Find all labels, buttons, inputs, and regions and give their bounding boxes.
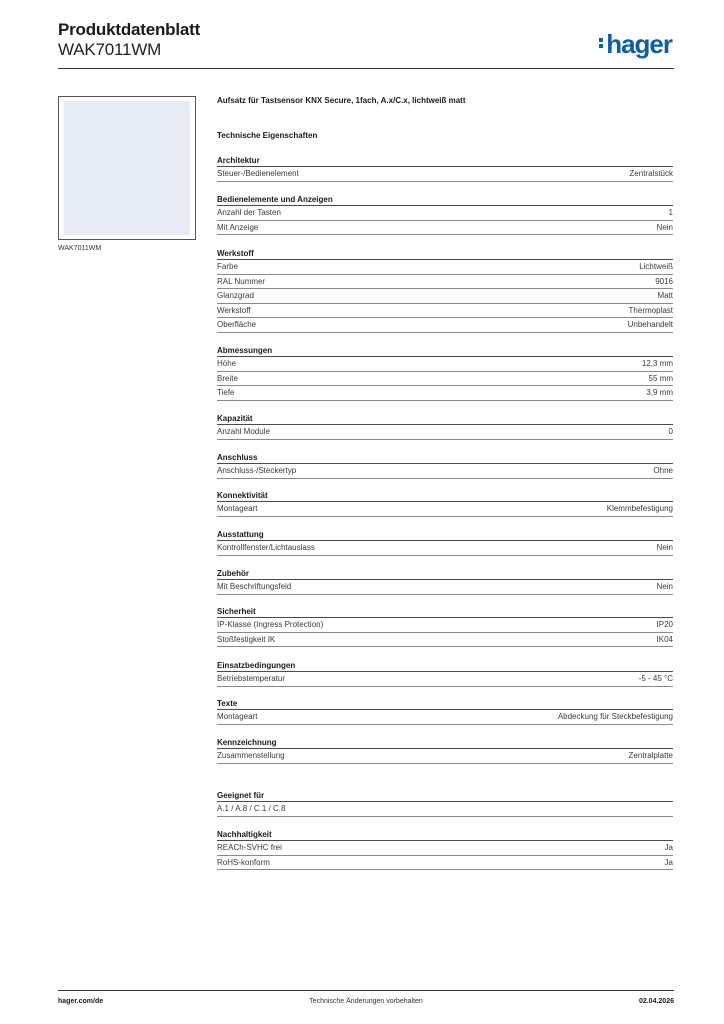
spec-row: [217, 841, 673, 856]
spec-row: [217, 672, 673, 687]
spec-section-title: Ausstattung: [217, 528, 673, 541]
spec-row: [217, 289, 673, 304]
spec-section: [217, 736, 673, 764]
spec-section-title: Werkstoff: [217, 247, 673, 260]
spec-value: Ja: [664, 857, 673, 867]
spec-section: [217, 412, 673, 440]
technical-properties-heading: Technische Eigenschaften: [217, 131, 318, 140]
spec-value: Nein: [656, 582, 673, 591]
spec-section: [217, 605, 673, 647]
spec-row: [217, 167, 673, 182]
spec-section-title: Konnektivität: [217, 489, 673, 502]
spec-value: Lichtweiß: [639, 262, 673, 271]
logo-text: hager: [606, 29, 672, 59]
spec-label: Montageart: [217, 712, 258, 721]
spec-label: Breite: [217, 373, 238, 383]
footer-date: 02.04.2026: [638, 998, 674, 1005]
logo-dots-icon: [599, 36, 605, 50]
spec-section-title: Kapazität: [217, 412, 673, 425]
spec-value: Zentralplatte: [628, 751, 673, 760]
spec-label: Werkstoff: [217, 305, 251, 315]
spec-row: [217, 386, 673, 401]
spec-section: [217, 489, 673, 517]
spec-row: [217, 357, 673, 372]
spec-value: Ja: [664, 843, 673, 852]
spec-value: 55 mm: [648, 373, 673, 383]
spec-value: -5 - 45 °C: [638, 674, 673, 683]
spec-row: [217, 260, 673, 275]
spec-section: [217, 344, 673, 401]
spec-row: [217, 275, 673, 290]
article-number: WAK7011WM: [58, 40, 162, 59]
spec-label: Mit Anzeige: [217, 222, 259, 232]
spec-section: [217, 828, 673, 870]
spec-section-title: Bedienelemente und Anzeigen: [217, 193, 673, 206]
spec-row: [217, 372, 673, 387]
spec-label: Kontrollfenster/Lichtauslass: [217, 543, 315, 552]
spec-value: Klemmbefestigung: [606, 504, 673, 513]
product-image: [64, 101, 190, 235]
spec-row: [217, 856, 673, 871]
spec-label: Montageart: [217, 504, 258, 513]
spec-row: [217, 710, 673, 725]
spec-row: [217, 541, 673, 556]
spec-label: Stoßfestigkeit IK: [217, 634, 276, 644]
spec-row: [217, 749, 673, 764]
spec-value: Zentralstück: [629, 169, 673, 178]
spec-label: Anschluss-/Steckertyp: [217, 466, 297, 475]
spec-value: IK04: [656, 634, 673, 644]
spec-section-title: Nachhaltigkeit: [217, 828, 673, 841]
spec-value: Unbehandelt: [627, 320, 673, 330]
spec-value: 9016: [655, 276, 673, 286]
spec-section: [217, 193, 673, 235]
spec-value: 1: [668, 208, 673, 217]
spec-section: [217, 659, 673, 687]
spec-value: 0: [668, 427, 673, 436]
spec-label: Oberfläche: [217, 320, 257, 330]
spec-row: [217, 618, 673, 633]
spec-label: Farbe: [217, 262, 238, 271]
spec-row: [217, 802, 673, 817]
footer-divider: [58, 990, 674, 991]
product-image-caption: WAK7011WM: [58, 245, 102, 252]
spec-label: Anzahl Module: [217, 427, 270, 436]
spec-section-title: Anschluss: [217, 451, 673, 464]
spec-row: [217, 464, 673, 479]
spec-label: REACh-SVHC frei: [217, 843, 282, 852]
spec-section-title: Geeignet für: [217, 789, 673, 802]
spec-label: Anzahl der Tasten: [217, 208, 281, 217]
spec-section: [217, 451, 673, 479]
spec-label: A.1 / A.8 / C.1 / C.8: [217, 804, 286, 813]
footer-disclaimer: Technische Änderungen vorbehalten: [309, 998, 423, 1005]
spec-row: [217, 304, 673, 319]
spec-section: [217, 789, 673, 817]
spec-section: [217, 567, 673, 595]
spec-value: 12,3 mm: [641, 359, 673, 368]
spec-label: RoHS-konform: [217, 857, 270, 867]
spec-section: [217, 528, 673, 556]
spec-value: Abdeckung für Steckbefestigung: [557, 712, 673, 721]
header-divider: [58, 68, 674, 69]
spec-section-title: Architektur: [217, 154, 673, 167]
spec-row: [217, 221, 673, 236]
spec-row: [217, 502, 673, 517]
spec-value: Nein: [656, 543, 673, 552]
spec-label: IP-Klasse (Ingress Protection): [217, 620, 324, 629]
hager-logo: [599, 29, 672, 60]
spec-label: RAL Nummer: [217, 276, 266, 286]
spec-row: [217, 425, 673, 440]
page-header: [58, 20, 674, 66]
spec-value: Ohne: [653, 466, 673, 475]
spec-row: [217, 206, 673, 221]
spec-value: Thermoplast: [628, 305, 673, 315]
spec-label: Mit Beschriftungsfeld: [217, 582, 292, 591]
spec-label: Betriebstemperatur: [217, 674, 286, 683]
spec-label: Höhe: [217, 359, 237, 368]
spec-value: Matt: [657, 291, 673, 301]
spec-label: Glanzgrad: [217, 291, 254, 301]
spec-section-title: Zubehör: [217, 567, 673, 580]
spec-value: 3,9 mm: [646, 388, 673, 398]
spec-value: IP20: [656, 620, 673, 629]
spec-label: Zusammenstellung: [217, 751, 285, 760]
spec-row: [217, 580, 673, 595]
spec-row: [217, 318, 673, 333]
spec-section-title: Abmessungen: [217, 344, 673, 357]
spec-section-title: Texte: [217, 697, 673, 710]
spec-section-title: Kennzeichnung: [217, 736, 673, 749]
product-description: Aufsatz für Tastsensor KNX Secure, 1fach, A.x/C.x, lichtweiß matt: [217, 96, 466, 105]
page-footer: [58, 998, 674, 1010]
spec-value: Nein: [656, 222, 673, 232]
spec-section-title: Sicherheit: [217, 605, 673, 618]
product-image-frame: [58, 96, 196, 240]
spec-section: [217, 697, 673, 725]
document-title: Produktdatenblatt: [58, 20, 201, 39]
spec-row: [217, 633, 673, 648]
footer-website-link[interactable]: hager.com/de: [58, 998, 104, 1005]
spec-section-title: Einsatzbedingungen: [217, 659, 673, 672]
spec-section: [217, 154, 673, 182]
spec-label: Steuer-/Bedienelement: [217, 169, 299, 178]
spec-label: Tiefe: [217, 388, 235, 398]
spec-section: [217, 247, 673, 333]
